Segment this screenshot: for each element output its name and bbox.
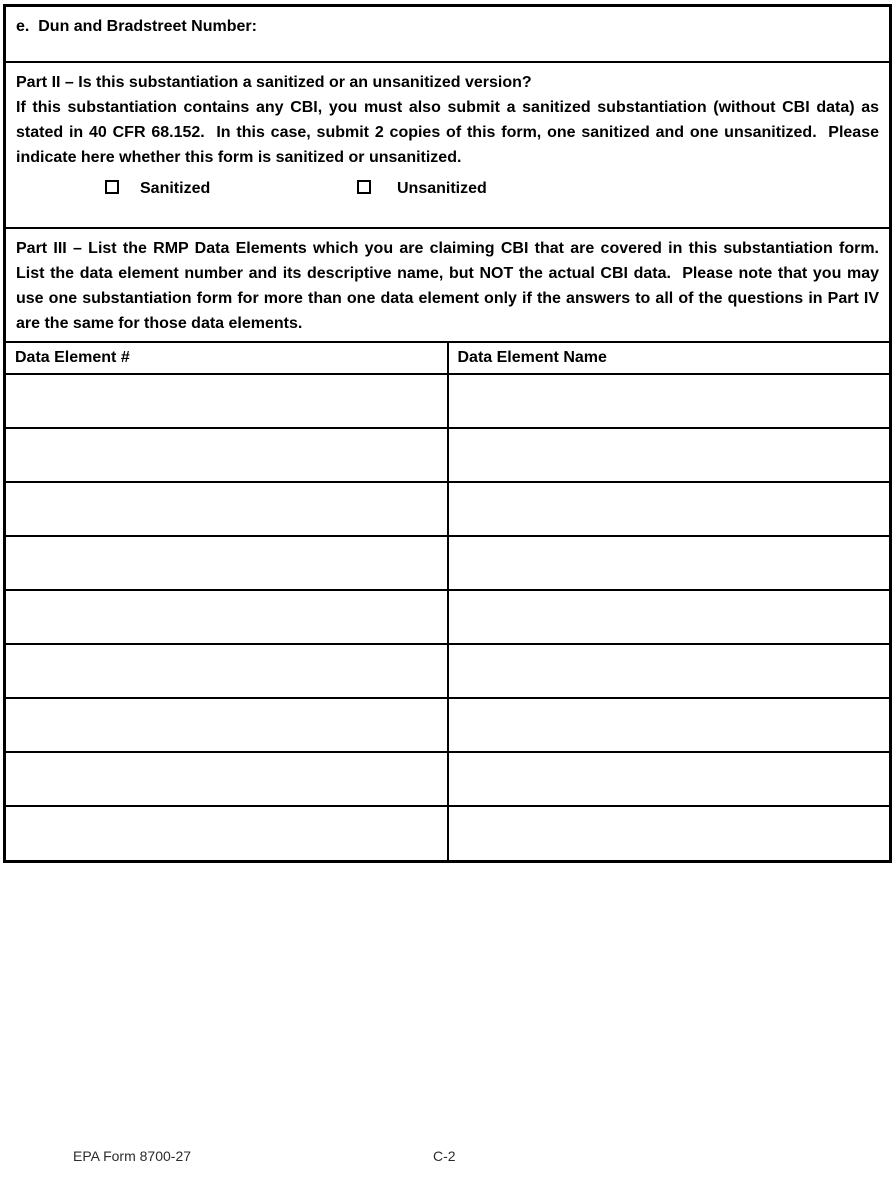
data-element-name-cell[interactable]	[448, 644, 890, 698]
table-row	[6, 590, 889, 644]
sanitized-checkbox[interactable]	[105, 180, 119, 194]
table-row	[6, 482, 889, 536]
table-row	[6, 752, 889, 806]
data-element-name-cell[interactable]	[448, 428, 890, 482]
table-header-row	[6, 343, 889, 374]
column-header-data-element-number: Data Element #	[15, 348, 130, 366]
sanitized-label: Sanitized	[140, 180, 211, 197]
data-element-number-cell[interactable]	[6, 428, 448, 482]
data-element-name-cell[interactable]	[448, 698, 890, 752]
section-dun-bradstreet[interactable]	[6, 7, 889, 63]
data-element-name-cell[interactable]	[448, 752, 890, 806]
data-element-name-cell[interactable]	[448, 590, 890, 644]
table-row	[6, 536, 889, 590]
table-row	[6, 644, 889, 698]
data-element-name-cell[interactable]	[448, 482, 890, 536]
data-element-number-cell[interactable]	[6, 806, 448, 860]
table-row	[6, 698, 889, 752]
part2-instructions: If this substantiation contains any CBI, you must also submit a sanitized substantiation (without CBI data) as stated in 40 CFR 68.152. In this case, submit 2 copies of this form, one sanitized and one unsanitized. Please indicate here whether this form is sanitized or unsanitized.	[16, 99, 884, 166]
section-part2	[6, 63, 889, 229]
data-elements-table	[6, 343, 889, 860]
data-element-number-cell[interactable]	[6, 482, 448, 536]
version-options-row	[16, 179, 879, 197]
unsanitized-checkbox[interactable]	[357, 180, 371, 194]
unsanitized-label: Unsanitized	[397, 180, 487, 197]
data-element-number-cell[interactable]	[6, 698, 448, 752]
part3-instructions: Part III – List the RMP Data Elements which you are claiming CBI that are covered in this substantiation form. List the data element number and its descriptive name, but NOT the actual CBI data. Please note that you may use one substantiation form for more than one data element only if the answers to all of the questions in Part IV are the same for those data elements.	[16, 240, 888, 332]
dun-bradstreet-label: e. Dun and Bradstreet Number:	[16, 18, 257, 35]
form-number: EPA Form 8700-27	[73, 1148, 192, 1164]
data-element-number-cell[interactable]	[6, 374, 448, 428]
table-row	[6, 806, 889, 860]
part2-heading: Part II – Is this substantiation a sanitized or an unsanitized version?	[16, 74, 532, 91]
page-number: C-2	[433, 1148, 456, 1164]
data-element-number-cell[interactable]	[6, 752, 448, 806]
data-element-name-cell[interactable]	[448, 536, 890, 590]
form-page-box	[3, 4, 892, 863]
data-element-name-cell[interactable]	[448, 806, 890, 860]
data-element-number-cell[interactable]	[6, 536, 448, 590]
data-element-number-cell[interactable]	[6, 590, 448, 644]
data-element-name-cell[interactable]	[448, 374, 890, 428]
table-row	[6, 374, 889, 428]
column-header-data-element-name: Data Element Name	[448, 343, 890, 374]
table-row	[6, 428, 889, 482]
data-element-number-cell[interactable]	[6, 644, 448, 698]
section-part3	[6, 229, 889, 343]
